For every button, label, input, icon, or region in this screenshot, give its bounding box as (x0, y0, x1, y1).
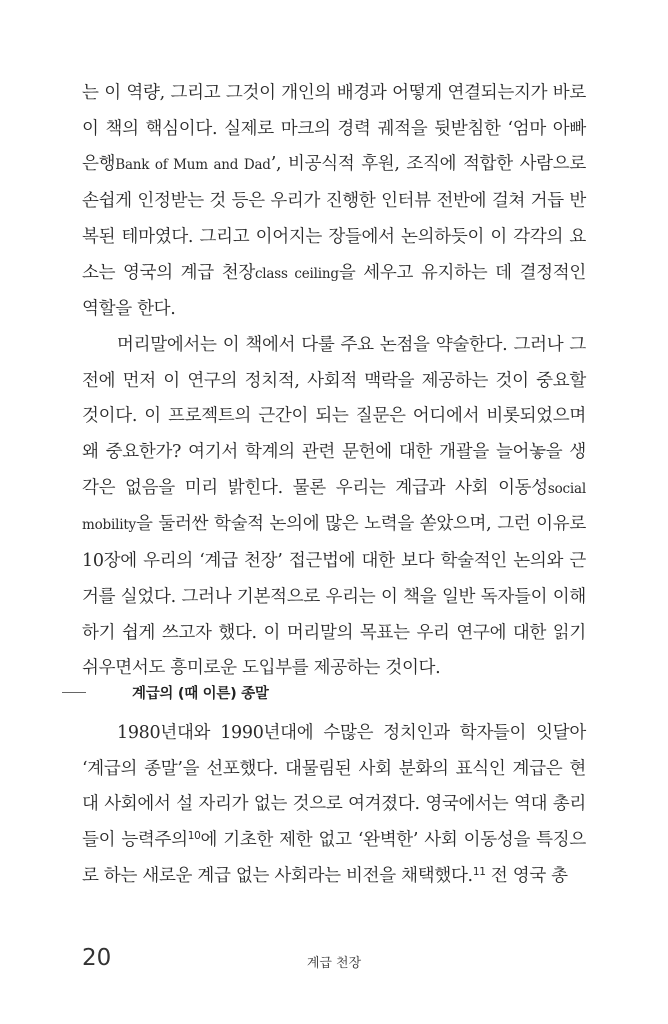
latin-gloss: Bank of Mum and Dad (115, 157, 271, 174)
footnote-marker: 10 (187, 830, 201, 843)
section-body-text (82, 716, 586, 895)
text-run: 1980년대와 1990년대에 수많은 정치인과 학자들이 잇달아 ‘계급의 종말’을 선포했다. 대물림된 사회 분화의 표식인 계급은 현대 사회에서 설 자리가 없는 것으로 여겨졌다. 영국에서는 역대 총리들이 능력주의 (82, 723, 586, 851)
text-run: 을 둘러싼 학술적 논의에 많은 노력을 쏟았으며, 그런 이유로 10장에 우리의 ‘계급 천장’ 접근법에 대한 보다 학술적인 논의와 근거를 실었다. 그러나 기본적으로 우리는 이 책을 일반 독자들이 이해하기 쉽게 쓰고자 했다. 이 머리말의 목표는 우리 연구에 대한 읽기 쉬우면서도 흥미로운 도입부를 제공하는 것이다. (82, 514, 586, 679)
text-run: 에 기초한 제한 없고 ‘완벽한’ 사회 이동성을 특징으로 하는 새로운 계급 없는 사회라는 비전을 채택했다. (82, 830, 586, 886)
paragraph (82, 76, 586, 328)
section-title: 계급의 (때 이른) 종말 (132, 685, 269, 702)
footnote-marker: 11 (472, 865, 486, 878)
body-text (82, 76, 586, 687)
text-run: 머리말에서는 이 책에서 다룰 주요 논점을 약술한다. 그러나 그 전에 먼저 이 연구의 정치적, 사회적 맥락을 제공하는 것이 중요할 것이다. 이 프로젝트의 근간이 되는 질문은 어디에서 비롯되었으며 왜 중요한가? 여기서 학계의 관련 문헌에 대한 개괄을 늘어놓을 생각은 없음을 미리 밝힌다. 물론 우리는 계급과 사회 이동성 (82, 334, 586, 498)
paragraph (82, 328, 586, 687)
text-run: ’, 비공식적 후원, 조직에 적합한 사람으로 손쉽게 인정받는 것 등은 우리가 진행한 인터뷰 전반에 걸쳐 거듭 반복된 테마였다. 그리고 이어지는 장들에서 논의하듯이 이 각각의 요소는 영국의 계급 천장 (82, 154, 586, 283)
heading-rule (62, 692, 86, 693)
text-run: 을 세우고 유지하는 데 결정적인 역할을 한다. (82, 262, 587, 320)
latin-gloss: social mobility (82, 480, 586, 534)
section-heading (62, 680, 582, 704)
running-head: 계급 천장 (306, 956, 362, 971)
text-run: 는 이 역량, 그리고 그것이 개인의 배경과 어떻게 연결되는지가 바로 이 책의 핵심이다. 실제로 마크의 경력 궤적을 뒷받침한 ‘엄마 아빠 은행 (82, 83, 586, 175)
page-number: 20 (82, 945, 112, 971)
latin-gloss: class ceiling (254, 265, 339, 282)
text-run: 전 영국 총 (485, 865, 568, 886)
paragraph (82, 716, 586, 895)
